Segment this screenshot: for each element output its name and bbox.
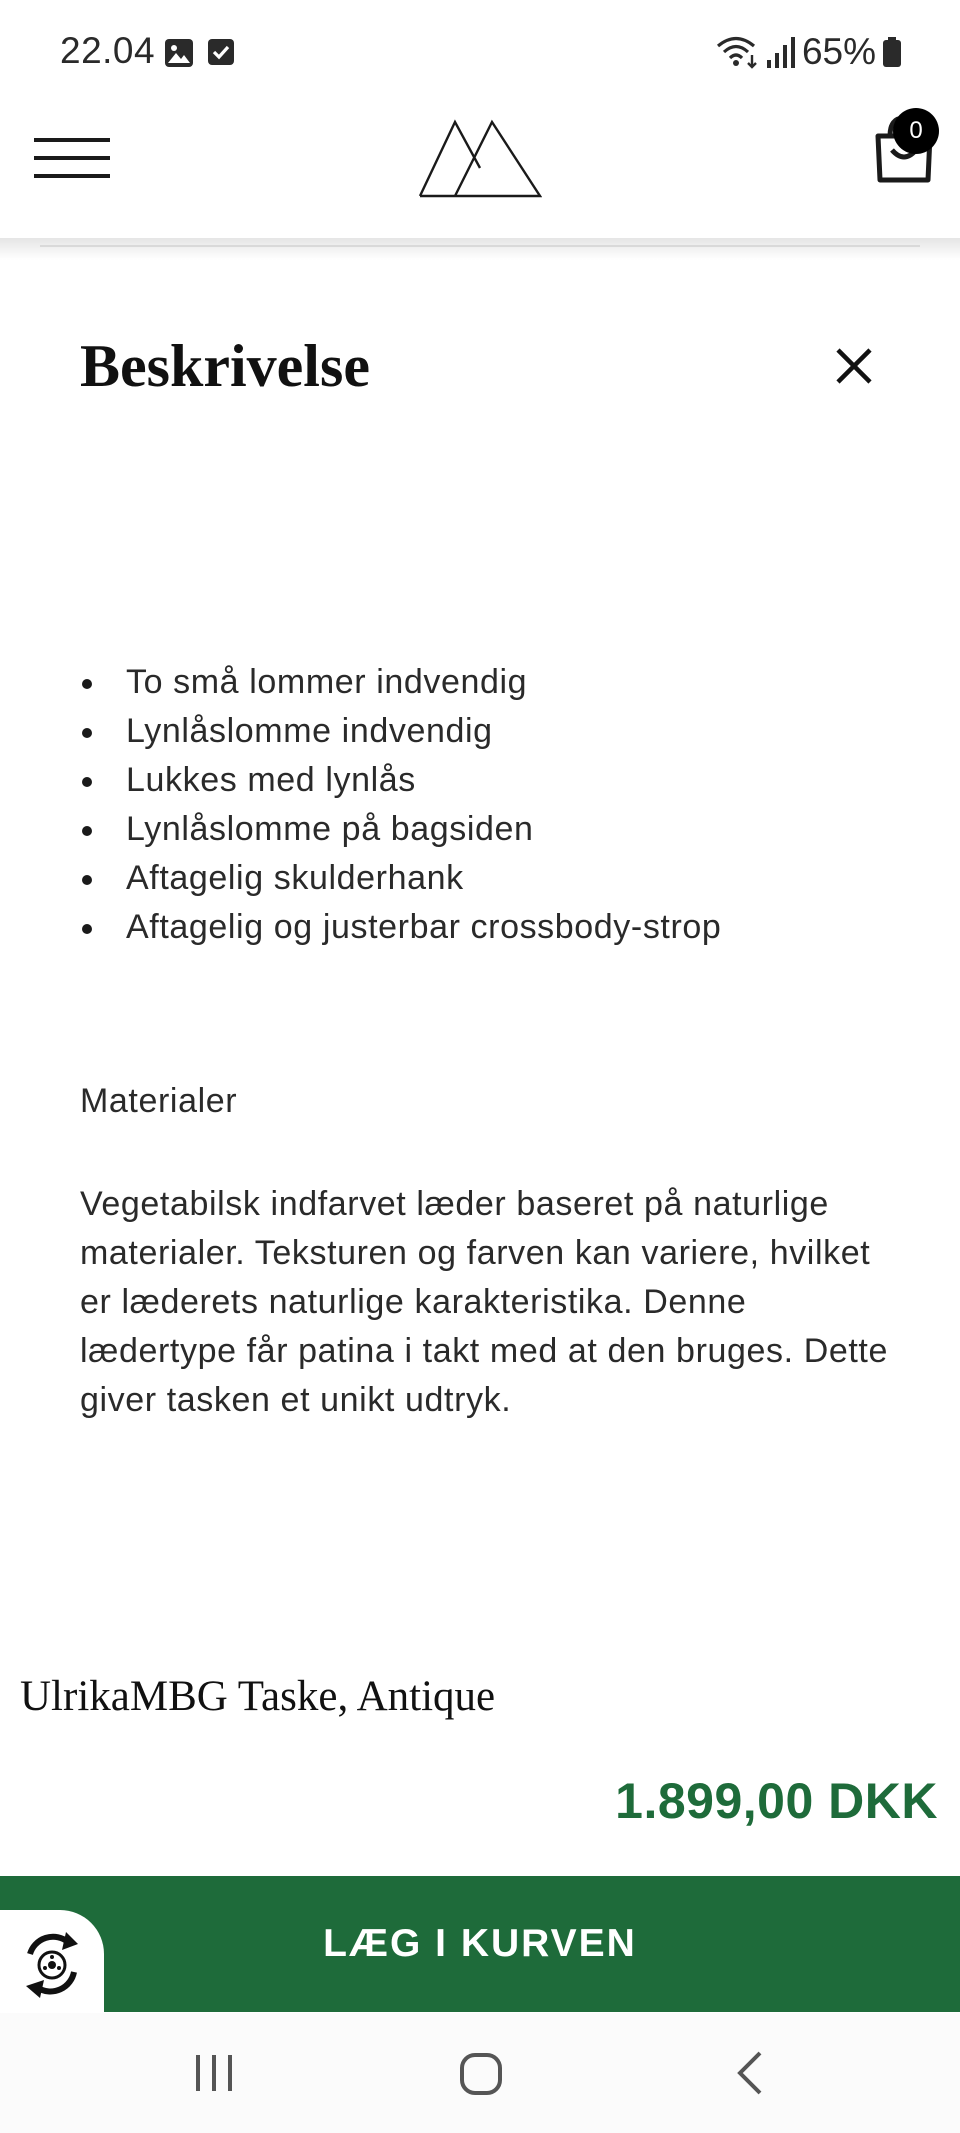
- feature-item: Lynlåslomme på bagsiden: [80, 805, 900, 854]
- description-title: Beskrivelse: [80, 333, 370, 399]
- product-name: UlrikaMBG Taske, Antique: [20, 1673, 496, 1720]
- home-icon: [421, 2013, 541, 2133]
- status-right: [716, 30, 902, 74]
- hamburger-icon: [34, 138, 110, 142]
- status-time: 22.04: [60, 30, 156, 71]
- recent-apps-button[interactable]: [154, 2013, 274, 2133]
- hamburger-line: [34, 156, 110, 160]
- home-button[interactable]: [421, 2013, 541, 2133]
- feature-list: [80, 658, 900, 952]
- feature-item: Lynlåslomme indvendig: [80, 707, 900, 756]
- header-shadow: [0, 238, 960, 260]
- feature-item: To små lommer indvendig: [80, 658, 900, 707]
- materials-heading: Materialer: [80, 1082, 238, 1120]
- battery-percent: 65%: [801, 31, 876, 72]
- close-icon[interactable]: [832, 344, 876, 388]
- header-divider: [40, 245, 920, 247]
- feature-item: Aftagelig og justerbar crossbody-strop: [80, 903, 900, 952]
- recycle-wheel-icon: [16, 1928, 88, 2000]
- checkbox-icon: [207, 38, 235, 66]
- system-nav-bar: [0, 2013, 960, 2133]
- recent-apps-icon: [154, 2013, 274, 2133]
- hamburger-line: [34, 174, 110, 178]
- back-button[interactable]: [690, 2013, 810, 2133]
- gallery-icon: [164, 38, 194, 68]
- recycle-widget-button[interactable]: [0, 1910, 104, 2014]
- battery-icon: [882, 37, 902, 67]
- signal-icon: [766, 36, 796, 68]
- mountain-logo-icon[interactable]: [418, 118, 542, 198]
- hamburger-menu-button[interactable]: [34, 136, 110, 180]
- product-price: 1.899,00 DKK: [615, 1773, 938, 1829]
- feature-item: Aftagelig skulderhank: [80, 854, 900, 903]
- add-to-cart-button[interactable]: LÆG I KURVEN: [0, 1876, 960, 2012]
- materials-text: Vegetabilsk indfarvet læder baseret på naturlige materialer. Teksturen og farven kan variere, hvilket er læderets naturlige karakteristika. Denne lædertype får patina i takt med at den bruges. Dette giver tasken et unikt udtryk.: [80, 1185, 888, 1419]
- feature-item: Lukkes med lynlås: [80, 756, 900, 805]
- cart-count-badge: 0: [893, 108, 939, 154]
- wifi-icon: [716, 35, 760, 69]
- status-bar: [0, 0, 960, 100]
- back-icon: [690, 2013, 810, 2133]
